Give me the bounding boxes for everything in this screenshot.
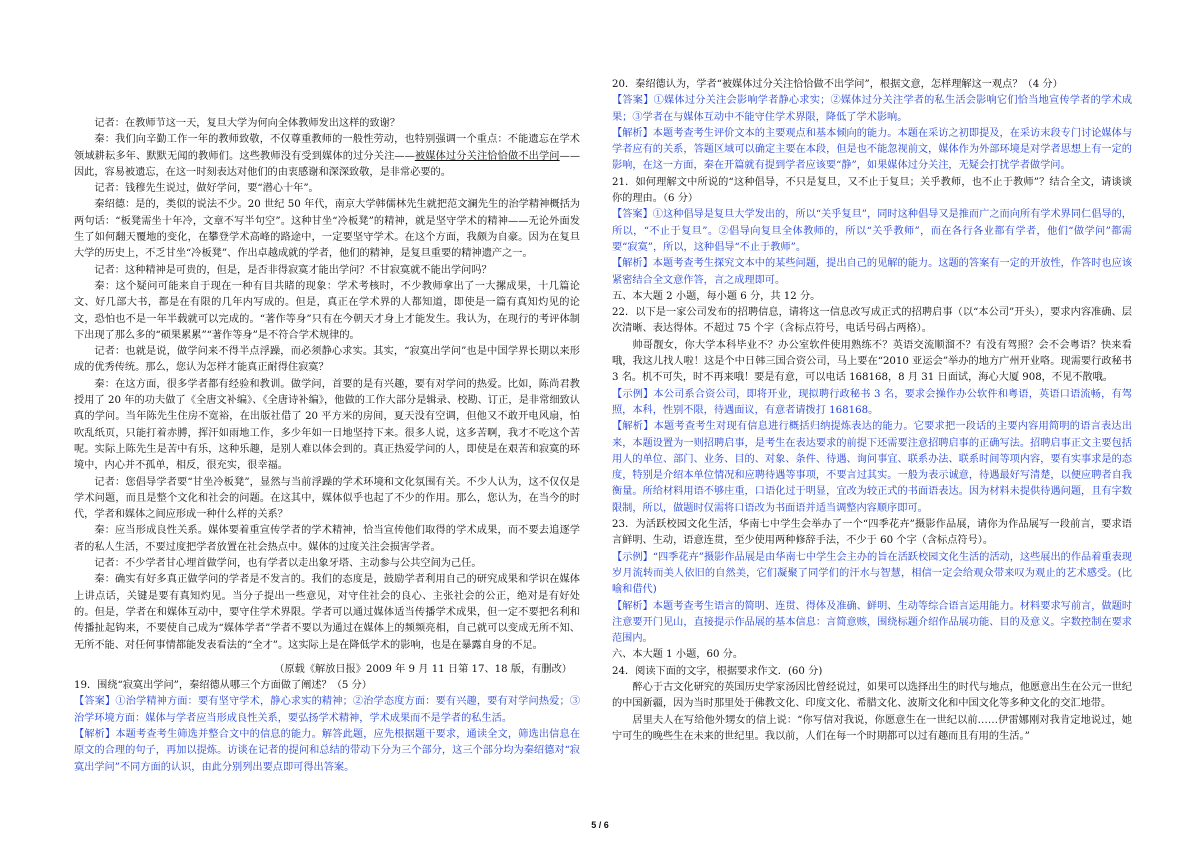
section-heading: 五、本大题 2 小题，每小题 6 分，共 12 分。 — [612, 290, 821, 302]
question-19: 19．围绕“寂寞出学问”，秦绍德从哪三个方面做了阐述？（5 分） — [74, 680, 372, 692]
page-number: 5 / 6 — [591, 820, 609, 830]
paragraph: 秦：在这方面，很多学者都有经验和教训。做学问，首要的是有兴趣，要有对学问的热爱。比如，陈尚君教授用了 20 年的功夫做了《全唐文补编》、《全唐诗补编》，他做的工作大部分是辑录、校勘、订正，是非常细致认真的学问。当年陈先生住房不宽裕，在出版社借了 20 平方米的房间，夏天没有空调，但他又不敢开电风扇，怕吹乱纸页，只能打着赤膊，挥汗如雨地工作，多少年如一日地坚持下来。很多人说，这多苦啊，我才不吃这个苦呢。实际上陈先生是苦中有乐，这种乐趣，是别人难以体会到的。真正热爱学问的人，即使是在艰苦和寂寞的环境中，内心并不孤单，相反，很充实，很幸福。 — [74, 378, 580, 472]
q24-paragraph: 居里夫人在写给他外甥女的信上说：“你写信对我说，你愿意生在一世纪以前……伊雷娜刚对我肯定地说过，她宁可生的晚些生在未来的世纪里。我以前，人们在每一个时期都可以过有趣而且有用的生活。” — [612, 714, 1132, 742]
q19-analysis: 【解析】本题考查考生筛选并整合文中的信息的能力。解答此题，应先根据题干要求，通读全文，筛选出信息在原文的合理的句子，再加以提炼。访谈在记者的提问和总结的带动下分为三个部分，这三个部分均为秦绍德对“寂寞出学问”不同方面的认识，由此分别列出要点即可得出答案。 — [74, 728, 581, 773]
q22-example: 【示例】本公司系合资公司，即将开业，现拟聘行政秘书 3 名，要求会操作办公软件和粤语，英语口语流畅，有驾照，本科，性别不限，待遇面议，有意者请拨打 168168。 — [612, 388, 1132, 416]
q21-analysis: 【解析】本题考查考生探究文本中的某些问题，提出自己的见解的能力。这题的答案有一定的开放性，作答时也应该紧密结合全文意作答，言之成理即可。 — [612, 258, 1133, 286]
question-24: 24．阅读下面的文字，根据要求作文．(60 分) — [612, 665, 823, 677]
left-column — [74, 116, 580, 776]
paragraph: 记者：钱穆先生说过，做好学问，要“潜心十年”。 — [94, 183, 319, 195]
question-21: 21．如何理解文中所说的“这种倡导，不只是复旦，又不止于复旦；关乎教师，也不止于教师”？结合全文，请谈谈你的理由。（6 分） — [612, 176, 1132, 205]
q23-example: 【示例】“四季花卉”摄影作品展是由华南七中学生会主办的旨在活跃校园文化生活的活动，这些展出的作品着重表现岁月流转而美人依旧的自然美，它们凝聚了同学们的汗水与智慧，相信一定会给观众带来叹为观止的艺术感受。(比喻和借代) — [612, 551, 1132, 596]
underlined-quote: 被媒体过分关注恰恰做不出学问 — [414, 150, 560, 162]
paragraph: 秦：应当形成良性关系。媒体要着重宣传学者的学术精神，恰当宣传他们取得的学术成果，而不要去追逐学者的私人生活，不要过度把学者放置在社会热点中。媒体的过度关注会损害学者。 — [74, 525, 580, 553]
paragraph: 秦绍德：是的，类似的说法不少。20 世纪 50 年代，南京大学韩儒林先生就把范文澜先生的治学精神概括为两句话：“板凳需坐十年冷，文章不写半句空”。这种甘坐“冷板凳”的精神，就是坚守学术的精神——无论外面发生了如何翻天覆地的变化，在攀登学术高峰的路途中，一定要坚守学术。在这个方面，我颇为自豪。因为在复旦大学的历史上，不乏甘坐“冷板凳”、作出卓越成就的学者，他们的精神，是复旦重要的精神遗产之一。 — [74, 199, 580, 260]
q22-analysis: 【解析】本题考查考生对现有信息进行概括归纳提炼表达的能力。它要求把一段话的主要内容用简明的语言表达出来，本题设置为一则招聘启事，是考生在表达要求的前提下还需要注意招聘启事的正确写法。招聘启事正文主要包括用人的单位、部门、业务、目的、对象、条件、待遇、询问事宜、联系办法、联系时间等项内容，要有实事求是的态度，特别是介绍本单位情况和应聘待遇等事项，不要言过其实。一般为表示诚意，待遇最好写清楚，以便应聘者自我衡量。所给材料用语不够庄重，口语化过于明显，宜改为较正式的书面语表达。因为材料未提供待遇问题，且有字数限制，所以，做题时仅需将口语改为书面语并适当调整内容顺序即可。 — [612, 421, 1133, 514]
paragraph: 秦：确实有好多真正做学问的学者是不发言的。我们的态度是，鼓励学者利用自己的研究成果和学识在媒体上讲点话，关键是要有真知灼见。当分子提出一些意见，对守住社会的良心、主张社会的公正，绝对是有好处的。但是，学者在和媒体互动中，要守住学术界限。学者可以通过媒体适当传播学术成果，但一定不要把名利和传播扯起钩来，不要使自己成为“媒体学者”学者不要以为通过在媒体上的频频亮相，自己就可以变成无所不知、无所不能、对任何事情都能发表看法的“全才”。这实际上是在降低学术的影响，也是在暴露自身的不足。 — [74, 574, 580, 651]
paragraph: 记者：也就是说，做学问来不得半点浮躁，而必须静心求实。其实，“寂寞出学问”也是中国学界长期以来形成的优秀传统。那么，您认为怎样才能真正耐得住寂寞？ — [74, 346, 580, 374]
paragraph: 秦：这个疑问可能来自于现在一种有目共睹的现象：学术考核时，不少教师拿出了一大摞成果，十几篇论文、好几部大书，都是在有限的几年内写成的。但是，真正在学术界的人都知道，即使是一篇有真知灼见的论文，恐怕也不是一年半载就可以完成的。“著作等身”只有在今朝天才身上才能发生。我认为，在现行的考评体制下出现了那么多的“硕果累累”“著作等身”是不符合学术规律的。 — [74, 280, 580, 341]
question-23: 23．为活跃校园文化生活，华南七中学生会举办了一个“四季花卉”摄影作品展，请你为作品展写一段前言，要求语言鲜明、生动，语意连贯，至少使用两种修辞手法，不少于 60 个字（含标点符号）。 — [612, 519, 1132, 547]
q20-answer: 【答案】①媒体过分关注会影响学者静心求实；②媒体过分关注学者的私生活会影响它们恰当地宣传学者的学术成果；③学者在与媒体互动中不能守住学术界限，降低了学术影响。 — [612, 95, 1133, 123]
q20-analysis: 【解析】本题考查考生评价文本的主要观点和基本倾向的能力。本题在采访之初即提及，在采访末段专门讨论媒体与学者应有的关系，答题区域可以确定主要在本段，但是也不能忽视前文，媒体作为外部环境是对学者思想上有一定的影响，在这一方面，秦在开篇就有提到学者应该要“静”，如果媒体过分关注，无疑会打扰学者做学问。 — [612, 127, 1133, 172]
question-20: 20．秦绍德认为，学者“被媒体过分关注恰恰做不出学问”，根据文意，怎样理解这一观点？（4 分） — [612, 79, 1063, 90]
question-22: 22．以下是一家公司发布的招聘信息，请将这一信息改写成正式的招聘启事（以“本公司”开头），要求内容准确、层次清晰、表达得体。不超过 75 个字（含标点符号，电话号码占两格）。 — [612, 307, 1132, 335]
paragraph: 记者：这种精神是可贵的，但是，是否非得寂寞才能出学问？不甘寂寞就不能出学问吗？ — [94, 264, 492, 276]
q21-answer: 【答案】①这种倡导是复旦大学发出的，所以“关乎复旦”，同时这种倡导又是推而广之而向所有学术界同仁倡导的，所以，“不止于复旦”。②倡导向复旦全体教师的，所以“关乎教师”，而在各行各业都有学者，他们“做学问”都需要“寂寞”，所以，这种倡导“不止于教师”。 — [612, 209, 1132, 253]
q23-analysis: 【解析】本题考查考生语言的简明、连贯、得体及准确、鲜明、生动等综合语言运用能力。材料要求写前言，做题时注意要开门见山，直接提示作品展的基本信息：言简意赅，围绕标题介绍作品展功能、目的及意义。字数控制在要求范围内。 — [612, 600, 1133, 645]
q19-answer: 【答案】①治学精神方面：要有坚守学术，静心求实的精神；②治学态度方面：要有兴趣，要有对学问热爱；③治学环境方面：媒体与学者应当形成良性关系，要弘扬学术精神，学术成果而不是学者的私生活。 — [74, 696, 581, 724]
q24-paragraph: 醉心于古文化研究的英国历史学家汤因比曾经说过，如果可以选择出生的时代与地点，他愿意出生在公元一世纪的中国新疆，因为当时那里处于佛教文化、印度文化、希腊文化、波斯文化和中国文化等多种文化的交汇地带。 — [612, 681, 1132, 710]
paragraph: 记者：不少学者甘心埋首做学问，也有学者以走出象牙塔、主动参与公共空间为己任。 — [94, 558, 482, 570]
paragraph: 记者：在教师节这一天，复旦大学为何向全体教师发出这样的致谢？ — [94, 118, 401, 129]
paragraph: 记者：您倡导学者要“甘坐冷板凳”，显然与当前浮躁的学术环境和文化氛围有关。不少人认为，这不仅仅是学术问题，而且是整个文化和社会的问题。在这其中，媒体似乎也起了不少的作用。那么，您认为，在当今的时代，学者和媒体之间应形成一种什么样的关系？ — [74, 476, 580, 521]
source-citation: （原载《解放日报》2009 年 9 月 11 日第 17、18 版，有删改） — [274, 663, 572, 675]
paragraph: 秦：我们向辛勤工作一年的教师致敬，不仅尊重教师的一般性劳动，也特别强调一个重点：不能遗忘在学术领域耕耘多年、默默无闻的教师们。这些教师没有受到媒体的过分关注——被媒体过分关注恰恰做不出学问——因此，容易被遗忘，在这一时刻表达对他们的由衷感谢和深深致敬，是非常必要的。 — [74, 134, 581, 178]
right-column — [612, 77, 1132, 745]
q22-material: 帅哥靓女，你大学本科毕业不？办公室软件使用熟练不？英语交流顺溜不？有没有驾照？会不会粤语？快来看哦，我这儿找人啦！这是个中日韩三国合资公司，马上要在“2010 亚运会”举办的地方广州开业咯。现需要行政秘书 3 名。机不可失，时不再来哦！要是有意，可以电话 168168，8 月 31 日面试，海心大厦 908，不见不散哦。 — [612, 339, 1132, 384]
section-heading: 六、本大题 1 小题，60 分。 — [612, 649, 744, 661]
